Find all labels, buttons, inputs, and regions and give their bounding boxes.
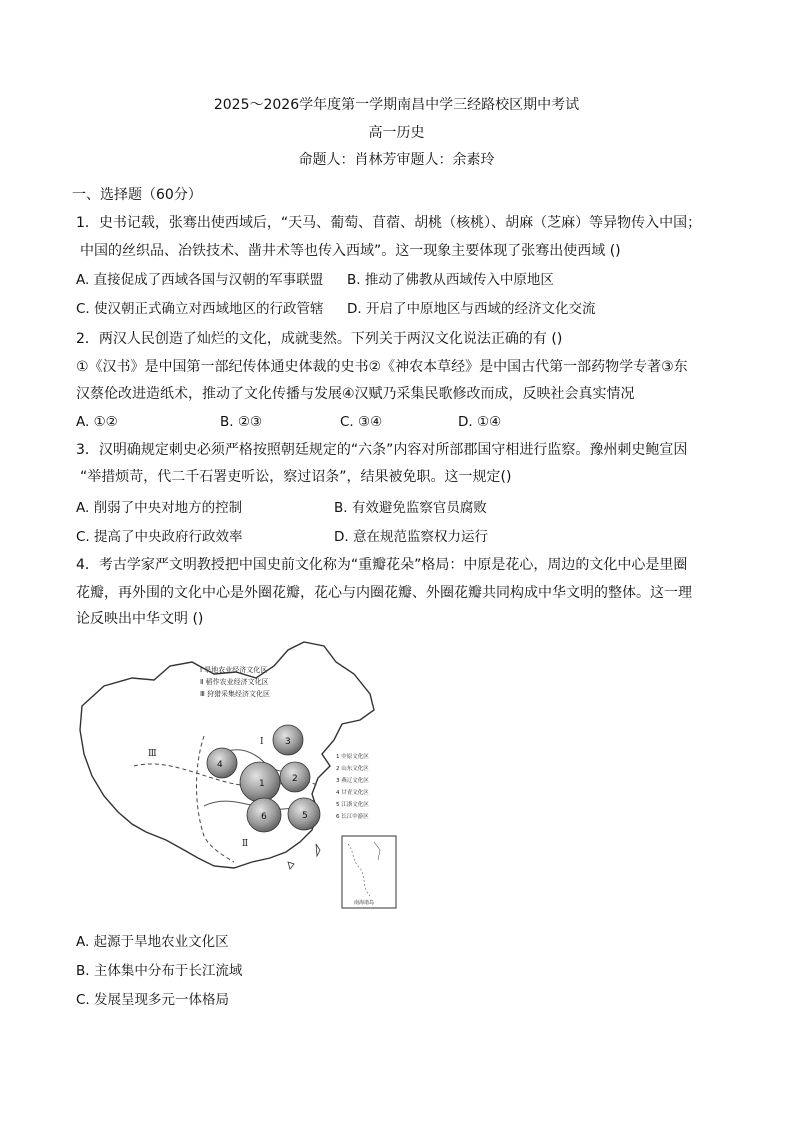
q2-option-c: C. ③④ xyxy=(340,414,383,430)
circle-label-1: 1 xyxy=(259,779,265,789)
q1-option-a: A. 直接促成了西域各国与汉朝的军事联盟 xyxy=(76,272,324,288)
q3-option-d: D. 意在规范监察权力运行 xyxy=(334,529,488,545)
q2-line-2: ①《汉书》是中国第一部纪传体通史体裁的史书②《神农本草经》是中国古代第一部药物学专著③东 xyxy=(76,359,688,375)
q3-option-c: C. 提高了中央政府行政效率 xyxy=(76,529,243,545)
q1-line-2: 中国的丝织品、冶铁技术、凿井术等也传入西域”。这一现象主要体现了张骞出使西域 () xyxy=(80,243,621,259)
q2-option-b: B. ②③ xyxy=(220,414,263,430)
q4-option-b: B. 主体集中分布于长江流域 xyxy=(76,963,243,979)
region-legend-6: 6 长江中游区 xyxy=(336,814,369,820)
region-legend-3: 3 燕辽文化区 xyxy=(336,778,369,784)
q3-line-2: “举措烦苛，代二千石署吏听讼，察过诏条”，结果被免职。这一规定() xyxy=(80,469,512,485)
q3-option-b: B. 有效避免监察官员腐败 xyxy=(334,500,487,516)
q4-option-a: A. 起源于旱地农业文化区 xyxy=(76,934,229,950)
exam-title: 2025～2026学年度第一学期南昌中学三经路校区期中考试 xyxy=(213,97,580,113)
q4-line-2: 花瓣，再外围的文化中心是外圈花瓣，花心与内圈花瓣、外圈花瓣共同构成中华文明的整体。这一理 xyxy=(76,585,692,601)
china-prehistoric-culture-map xyxy=(74,636,400,914)
q2-option-a: A. ①② xyxy=(76,414,118,430)
region-legend-1: 1 中原文化区 xyxy=(336,754,369,760)
zone-legend-2: Ⅱ 稻作农业经济文化区 xyxy=(200,678,269,686)
region-legend-4: 4 甘青文化区 xyxy=(336,790,369,796)
region-legend-5: 5 江浙文化区 xyxy=(336,802,369,808)
q1-option-c: C. 使汉朝正式确立对西域地区的行政管辖 xyxy=(76,301,324,317)
q2-line-1: 2．两汉人民创造了灿烂的文化，成就斐然。下列关于两汉文化说法正确的有 () xyxy=(76,331,563,347)
zone-mark-2: Ⅱ xyxy=(242,839,249,849)
q4-line-3: 论反映出中华文明 () xyxy=(76,611,204,627)
region-legend-2: 2 山东文化区 xyxy=(336,766,369,772)
circle-label-3: 3 xyxy=(285,737,291,747)
q2-line-3: 汉蔡伦改进造纸术，推动了文化传播与发展④汉赋乃采集民歌修改而成，反映社会真实情况 xyxy=(76,386,635,402)
q1-option-b: B. 推动了佛教从西域传入中原地区 xyxy=(347,272,554,288)
zone-legend-1: Ⅰ 旱地农业经济文化区 xyxy=(200,666,268,674)
zone-mark-1: Ⅰ xyxy=(260,737,264,747)
section-heading: 一、选择题（60分） xyxy=(72,187,202,203)
q1-line-1: 1．史书记载，张骞出使西域后，“天马、葡萄、苜蓿、胡桃（核桃）、胡麻（芝麻）等异物传入中国； xyxy=(76,215,702,231)
subject-title: 高一历史 xyxy=(368,125,425,141)
circle-label-5: 5 xyxy=(302,811,308,821)
circle-label-4: 4 xyxy=(217,760,223,770)
circle-label-2: 2 xyxy=(292,774,298,784)
inset-box xyxy=(342,836,396,908)
q4-option-c: C. 发展呈现多元一体格局 xyxy=(76,992,230,1008)
q3-option-a: A. 削弱了中央对地方的控制 xyxy=(76,500,243,516)
zone-legend-3: Ⅲ 狩猎采集经济文化区 xyxy=(200,690,271,698)
q4-line-1: 4．考古学家严文明教授把中国史前文化称为“重瓣花朵”格局：中原是花心，周边的文化中心是里圈 xyxy=(76,557,688,573)
q1-option-d: D. 开启了中原地区与西域的经济文化交流 xyxy=(347,301,596,317)
q3-line-1: 3．汉明确规定刺史必须严格按照朝廷规定的“六条”内容对所部郡国守相进行监察。豫州刺史鲍宣因 xyxy=(76,442,688,458)
authors-line: 命题人：肖林芳审题人：余素玲 xyxy=(298,152,495,168)
inset-label: 南海诸岛 xyxy=(354,900,375,906)
q2-option-d: D. ①④ xyxy=(458,414,502,430)
circle-label-6: 6 xyxy=(261,812,267,822)
zone-mark-3: Ⅲ xyxy=(148,749,157,759)
